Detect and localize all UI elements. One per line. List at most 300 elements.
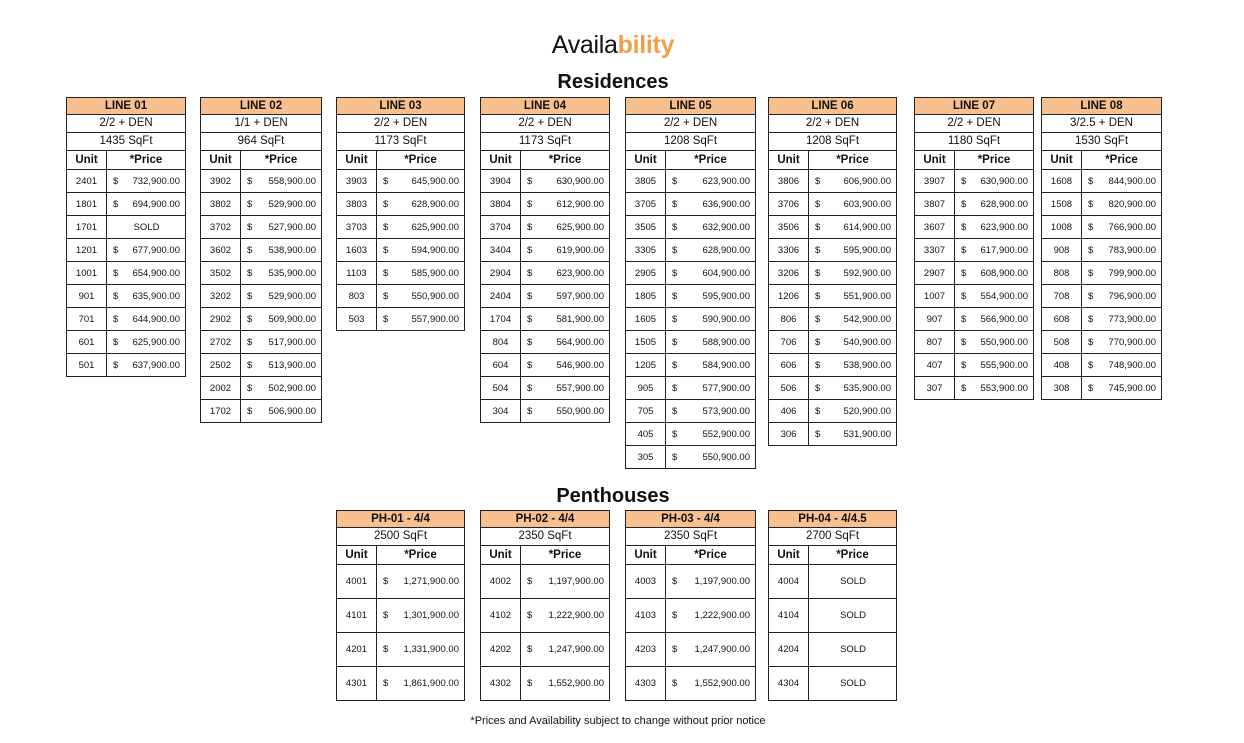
currency-symbol: $ [383,198,389,210]
currency-symbol: $ [1088,221,1094,233]
unit-type: 1/1 + DEN [201,115,321,133]
unit-number: 1206 [769,285,809,307]
price-cell [666,331,755,353]
price-amount: 595,900.00 [702,290,750,302]
unit-number: 4001 [337,565,377,598]
unit-column-header: Unit [915,151,955,169]
price-column-header: *Price [264,154,298,166]
price-cell [521,170,609,192]
unit-number: 803 [337,285,377,307]
table-row [769,565,896,599]
currency-symbol: $ [672,359,678,371]
square-footage: 1530 SqFt [1042,133,1161,151]
price-amount: 604,900.00 [702,267,750,279]
price-column-header: *Price [836,549,869,561]
price-cell [377,285,464,307]
currency-symbol: $ [383,678,389,689]
price-amount: 766,900.00 [1108,221,1156,233]
column-headers [915,151,1033,170]
table-row [481,170,609,193]
table-row [201,170,321,193]
table-row [769,170,896,193]
currency-symbol: $ [961,221,967,233]
currency-symbol: $ [527,678,533,689]
price-cell [521,400,609,422]
currency-symbol: $ [383,175,389,187]
price-amount: 625,900.00 [411,221,459,233]
currency-symbol: $ [383,313,389,325]
table-row [769,354,896,377]
residence-table [1041,97,1162,400]
line-header: LINE 05 [626,98,755,115]
price-cell [377,193,464,215]
currency-symbol: $ [247,405,253,417]
table-row [626,285,755,308]
price-column-header: *Price [1105,154,1138,166]
unit-number: 3305 [626,239,666,261]
table-row [337,599,464,633]
table-row [626,308,755,331]
unit-column-header: Unit [481,546,521,564]
unit-number: 808 [1042,262,1082,284]
unit-number: 3505 [626,216,666,238]
unit-column-header: Unit [337,151,377,169]
table-row [481,308,609,331]
price-amount: 538,900.00 [268,244,316,256]
price-amount: 694,900.00 [132,198,180,210]
price-cell [809,599,896,632]
price-amount: 527,900.00 [268,221,316,233]
table-row [626,446,755,468]
unit-number: 4103 [626,599,666,632]
title-part-1: Availa [551,31,618,59]
unit-column-header: Unit [337,546,377,564]
table-row [915,239,1033,262]
square-footage: 1435 SqFt [67,133,185,151]
price-amount: 1,222,900.00 [548,610,604,621]
table-row [915,216,1033,239]
unit-number: 1201 [67,239,107,261]
table-row [201,262,321,285]
table-row [1042,331,1161,354]
residence-table [66,97,186,377]
unit-number: 508 [1042,331,1082,353]
table-row [626,216,755,239]
unit-number: 3506 [769,216,809,238]
currency-symbol: $ [383,576,389,587]
currency-symbol: $ [247,198,253,210]
table-row [337,193,464,216]
sold-label: SOLD [840,610,866,621]
currency-symbol: $ [527,610,533,621]
unit-number: 2902 [201,308,241,330]
currency-symbol: $ [961,336,967,348]
price-cell [955,308,1033,330]
currency-symbol: $ [961,175,967,187]
sold-label: SOLD [840,678,866,689]
currency-symbol: $ [113,359,119,371]
unit-number: 1508 [1042,193,1082,215]
table-row [67,354,185,376]
table-row [626,400,755,423]
price-cell [241,354,321,376]
currency-symbol: $ [1088,198,1094,210]
price-cell [1082,331,1161,353]
currency-symbol: $ [815,198,821,210]
table-row [769,308,896,331]
unit-number: 3802 [201,193,241,215]
price-amount: 628,900.00 [980,198,1028,210]
price-amount: 1,552,900.00 [548,678,604,689]
unit-number: 307 [915,377,955,399]
price-amount: 557,900.00 [411,313,459,325]
price-amount: 552,900.00 [702,428,750,440]
unit-number: 601 [67,331,107,353]
unit-number: 908 [1042,239,1082,261]
price-cell [1082,170,1161,192]
price-cell [809,331,896,353]
table-row [481,239,609,262]
price-amount: 637,900.00 [132,359,180,371]
table-row [481,377,609,400]
price-cell [107,170,185,192]
page-title [0,30,1226,60]
price-cell [955,216,1033,238]
currency-symbol: $ [672,428,678,440]
unit-number: 3907 [915,170,955,192]
currency-symbol: $ [527,644,533,655]
table-row [337,633,464,667]
currency-symbol: $ [1088,382,1094,394]
unit-number: 4203 [626,633,666,666]
currency-symbol: $ [383,290,389,302]
price-amount: 550,900.00 [702,451,750,463]
unit-number: 4303 [626,667,666,700]
price-amount: 748,900.00 [1108,359,1156,371]
price-cell [809,377,896,399]
price-cell [809,667,896,700]
currency-symbol: $ [815,267,821,279]
line-header: PH-03 - 4/4 [626,511,755,528]
price-amount: 677,900.00 [132,244,180,256]
unit-type: 2/2 + DEN [769,115,896,133]
unit-number: 3502 [201,262,241,284]
line-header: PH-02 - 4/4 [481,511,609,528]
unit-number: 1205 [626,354,666,376]
unit-number: 405 [626,423,666,445]
unit-number: 3804 [481,193,521,215]
square-footage: 1173 SqFt [481,133,609,151]
currency-symbol: $ [672,336,678,348]
currency-symbol: $ [247,244,253,256]
table-row [481,633,609,667]
unit-number: 1801 [67,193,107,215]
currency-symbol: $ [527,290,533,302]
column-headers [481,546,609,565]
currency-symbol: $ [527,576,533,587]
price-cell [666,667,755,700]
unit-number: 3904 [481,170,521,192]
currency-symbol: $ [247,175,253,187]
currency-symbol: $ [1088,175,1094,187]
price-cell [377,308,464,330]
unit-number: 705 [626,400,666,422]
price-cell [241,308,321,330]
price-cell [521,308,609,330]
currency-symbol: $ [383,221,389,233]
table-row [67,308,185,331]
line-header: LINE 07 [915,98,1033,115]
price-cell [107,285,185,307]
unit-number: 806 [769,308,809,330]
unit-number: 708 [1042,285,1082,307]
table-row [481,331,609,354]
currency-symbol: $ [815,290,821,302]
line-header: LINE 06 [769,98,896,115]
table-row [337,667,464,700]
price-cell [1082,308,1161,330]
residence-table [768,97,897,446]
table-row [769,239,896,262]
price-amount: 550,900.00 [980,336,1028,348]
unit-number: 1008 [1042,216,1082,238]
price-amount: 623,900.00 [702,175,750,187]
unit-type: 2/2 + DEN [915,115,1033,133]
table-row [337,216,464,239]
unit-number: 1805 [626,285,666,307]
price-amount: 606,900.00 [843,175,891,187]
currency-symbol: $ [672,198,678,210]
table-row [915,308,1033,331]
currency-symbol: $ [1088,290,1094,302]
currency-symbol: $ [527,198,533,210]
price-cell [955,377,1033,399]
column-headers [67,151,185,170]
table-row [915,193,1033,216]
currency-symbol: $ [815,405,821,417]
price-cell [955,354,1033,376]
table-row [626,239,755,262]
table-row [481,400,609,422]
price-cell [241,239,321,261]
price-amount: 597,900.00 [556,290,604,302]
table-row [481,216,609,239]
unit-number: 2702 [201,331,241,353]
price-amount: 1,301,900.00 [403,610,459,621]
price-amount: 614,900.00 [843,221,891,233]
unit-number: 4302 [481,667,521,700]
price-amount: 588,900.00 [702,336,750,348]
table-row [67,262,185,285]
price-cell [955,285,1033,307]
currency-symbol: $ [815,336,821,348]
sold-label: SOLD [840,644,866,655]
price-column-header: *Price [548,549,582,561]
square-footage: 1208 SqFt [626,133,755,151]
price-amount: 550,900.00 [556,405,604,417]
price-amount: 745,900.00 [1108,382,1156,394]
price-cell [521,667,609,700]
price-cell [955,331,1033,353]
currency-symbol: $ [672,313,678,325]
table-row [201,285,321,308]
table-row [337,239,464,262]
price-amount: 517,900.00 [268,336,316,348]
table-row [769,633,896,667]
price-amount: 551,900.00 [843,290,891,302]
unit-number: 2907 [915,262,955,284]
line-header: PH-04 - 4/4.5 [769,511,896,528]
unit-column-header: Unit [1042,151,1082,169]
currency-symbol: $ [672,678,678,689]
price-cell [107,308,185,330]
table-row [481,599,609,633]
price-amount: 632,900.00 [702,221,750,233]
unit-number: 4002 [481,565,521,598]
sold-label: SOLD [840,576,866,587]
price-amount: 773,900.00 [1108,313,1156,325]
unit-number: 503 [337,308,377,330]
unit-number: 2002 [201,377,241,399]
table-row [337,170,464,193]
price-amount: 513,900.00 [268,359,316,371]
currency-symbol: $ [672,290,678,302]
price-amount: 623,900.00 [556,267,604,279]
table-row [67,170,185,193]
table-row [201,354,321,377]
line-header: LINE 08 [1042,98,1161,115]
unit-number: 3706 [769,193,809,215]
table-row [337,285,464,308]
column-headers [481,151,609,170]
unit-number: 1704 [481,308,521,330]
price-amount: 1,271,900.00 [403,576,459,587]
sold-label: SOLD [133,221,160,233]
price-cell [809,423,896,445]
price-amount: 540,900.00 [843,336,891,348]
table-row [769,423,896,445]
table-row [1042,193,1161,216]
unit-number: 706 [769,331,809,353]
unit-number: 4104 [769,599,809,632]
price-cell [1082,193,1161,215]
table-row [626,262,755,285]
price-cell [107,262,185,284]
currency-symbol: $ [527,244,533,256]
currency-symbol: $ [815,382,821,394]
table-row [769,193,896,216]
price-amount: 783,900.00 [1108,244,1156,256]
price-cell [809,400,896,422]
price-amount: 555,900.00 [980,359,1028,371]
unit-number: 905 [626,377,666,399]
unit-number: 4102 [481,599,521,632]
price-cell [377,667,464,700]
penthouse-table [625,510,756,701]
price-column-header: *Price [836,154,869,166]
price-amount: 554,900.00 [980,290,1028,302]
unit-number: 3307 [915,239,955,261]
unit-number: 901 [67,285,107,307]
table-row [769,262,896,285]
price-cell [809,633,896,666]
unit-number: 4301 [337,667,377,700]
table-row [915,262,1033,285]
price-cell [666,285,755,307]
price-cell [377,262,464,284]
currency-symbol: $ [961,267,967,279]
penthouse-table [336,510,465,701]
unit-number: 308 [1042,377,1082,399]
price-amount: 619,900.00 [556,244,604,256]
currency-symbol: $ [113,198,119,210]
currency-symbol: $ [672,382,678,394]
price-cell [809,193,896,215]
square-footage: 2500 SqFt [337,528,464,546]
unit-number: 3806 [769,170,809,192]
currency-symbol: $ [815,244,821,256]
price-amount: 564,900.00 [556,336,604,348]
table-row [337,565,464,599]
table-row [626,599,755,633]
price-amount: 506,900.00 [268,405,316,417]
price-amount: 535,900.00 [268,267,316,279]
column-headers [201,151,321,170]
price-cell [241,216,321,238]
price-cell [241,262,321,284]
currency-symbol: $ [527,267,533,279]
price-cell [521,599,609,632]
price-cell [377,633,464,666]
penthouses-heading: Penthouses [556,485,670,507]
price-cell [809,239,896,261]
price-cell [955,239,1033,261]
table-row [337,308,464,330]
unit-number: 3902 [201,170,241,192]
table-row [769,331,896,354]
price-cell [809,354,896,376]
price-cell [241,170,321,192]
price-cell [666,308,755,330]
currency-symbol: $ [815,221,821,233]
price-amount: 1,197,900.00 [548,576,604,587]
unit-number: 1608 [1042,170,1082,192]
price-cell [377,565,464,598]
price-amount: 636,900.00 [702,198,750,210]
table-row [626,377,755,400]
column-headers [626,546,755,565]
currency-symbol: $ [672,576,678,587]
unit-column-header: Unit [626,546,666,564]
price-amount: 1,247,900.00 [548,644,604,655]
unit-number: 2401 [67,170,107,192]
price-amount: 1,222,900.00 [694,610,750,621]
table-row [626,354,755,377]
unit-number: 1001 [67,262,107,284]
currency-symbol: $ [113,244,119,256]
residence-table [200,97,322,423]
currency-symbol: $ [383,244,389,256]
unit-number: 2502 [201,354,241,376]
price-cell [1082,285,1161,307]
table-row [626,170,755,193]
currency-symbol: $ [672,644,678,655]
table-row [337,262,464,285]
price-column-header: *Price [404,549,437,561]
table-row [626,633,755,667]
unit-type: 3/2.5 + DEN [1042,115,1161,133]
unit-number: 3404 [481,239,521,261]
